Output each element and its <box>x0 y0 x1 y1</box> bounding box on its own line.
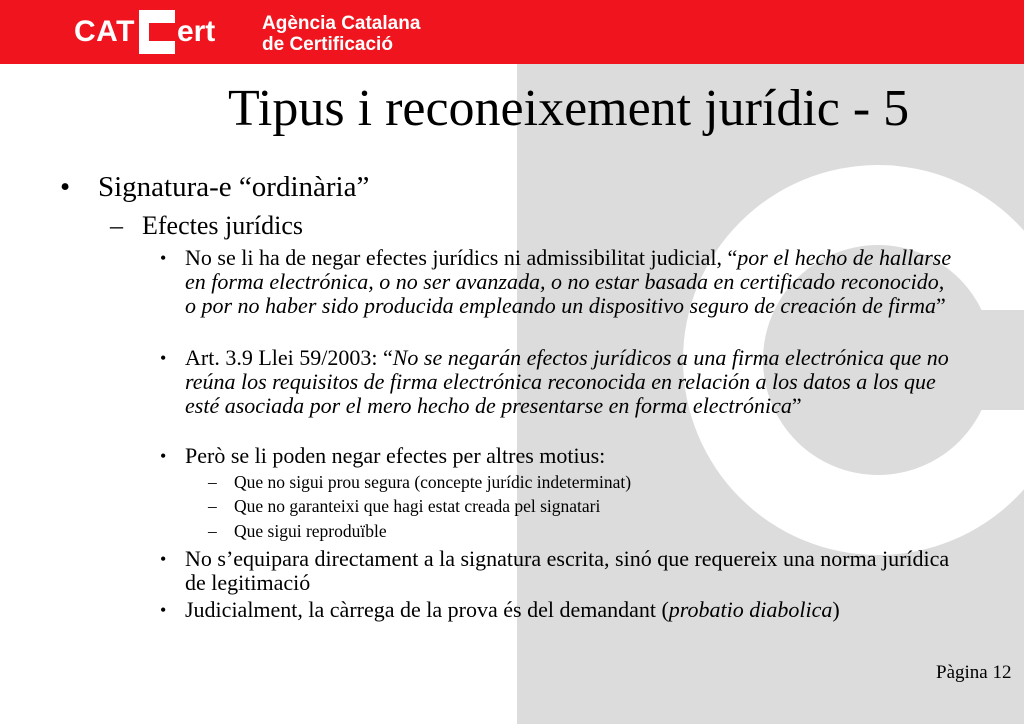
dash-icon: – <box>110 211 123 240</box>
text-part: Judicialment, la càrrega de la prova és del demandant ( <box>185 597 669 622</box>
bullet-icon: • <box>160 446 167 466</box>
bullet-icon: • <box>160 348 167 368</box>
list-item-text <box>185 346 955 418</box>
agency-line-1: Agència Catalana <box>262 13 421 34</box>
dash-icon: – <box>208 472 217 492</box>
text-part: ” <box>791 393 802 418</box>
text-part: ) <box>832 597 840 622</box>
agency-line-2: de Certificació <box>262 34 393 55</box>
list-item-text <box>185 246 955 318</box>
sub-list-item <box>208 494 601 518</box>
sub-list-item <box>208 519 387 543</box>
bullet-text: Signatura-e “ordinària” <box>98 171 370 203</box>
text-part: Art. 3.9 Llei 59/2003: “ <box>185 345 393 370</box>
quote-text: por el hecho de hallarse en forma electrónica, o no ser avanzada, o no estar basada en certificado reconocido, o por no haber sido producida empleando un dispositivo seguro de creación de firma <box>185 245 952 318</box>
bullet-icon: • <box>160 549 167 569</box>
slide-title: Tipus i reconeixement jurídic - 5 <box>228 80 910 137</box>
header-bar <box>0 0 1024 64</box>
bullet-icon: • <box>160 600 167 620</box>
sub-list-text: Que sigui reproduïble <box>234 521 387 541</box>
text-part: ” <box>935 293 946 318</box>
list-item-text <box>185 598 955 622</box>
logo-text-ert: ert <box>176 15 216 48</box>
dash-text: Efectes jurídics <box>142 211 303 240</box>
bullet-icon: • <box>60 171 71 203</box>
logo-text-cat: CAT <box>74 15 135 48</box>
dash-icon: – <box>208 521 217 541</box>
quote-text: No se negarán efectos jurídicos a una firma electrónica que no reúna los requisitos de firma electrónica reconocida en relación a los datos a los que esté asociada por el mero hecho de presentarse en forma electrónica <box>185 345 949 418</box>
dash-icon: – <box>208 496 217 516</box>
sub-list-text: Que no garanteixi que hagi estat creada pel signatari <box>234 496 601 516</box>
sub-list-item <box>208 470 632 494</box>
bullet-icon: • <box>160 248 167 268</box>
logo-c-mark-icon <box>139 10 175 54</box>
list-item-text: No s’equipara directament a la signatura escrita, sinó que requereix una norma jurídica de legitimació <box>185 546 950 595</box>
list-item-text: Però se li poden negar efectes per altres motius: <box>185 443 606 468</box>
text-part: No se li ha de negar efectes jurídics ni admissibilitat judicial, “ <box>185 245 738 270</box>
catcert-logo <box>74 10 215 54</box>
page-number: Pàgina 12 <box>936 662 1012 683</box>
latin-term: probatio diabolica <box>668 597 833 622</box>
agency-name <box>262 13 420 55</box>
sub-list-text: Que no sigui prou segura (concepte jurídic indeterminat) <box>234 472 632 492</box>
dash-item-efectes <box>110 211 303 241</box>
